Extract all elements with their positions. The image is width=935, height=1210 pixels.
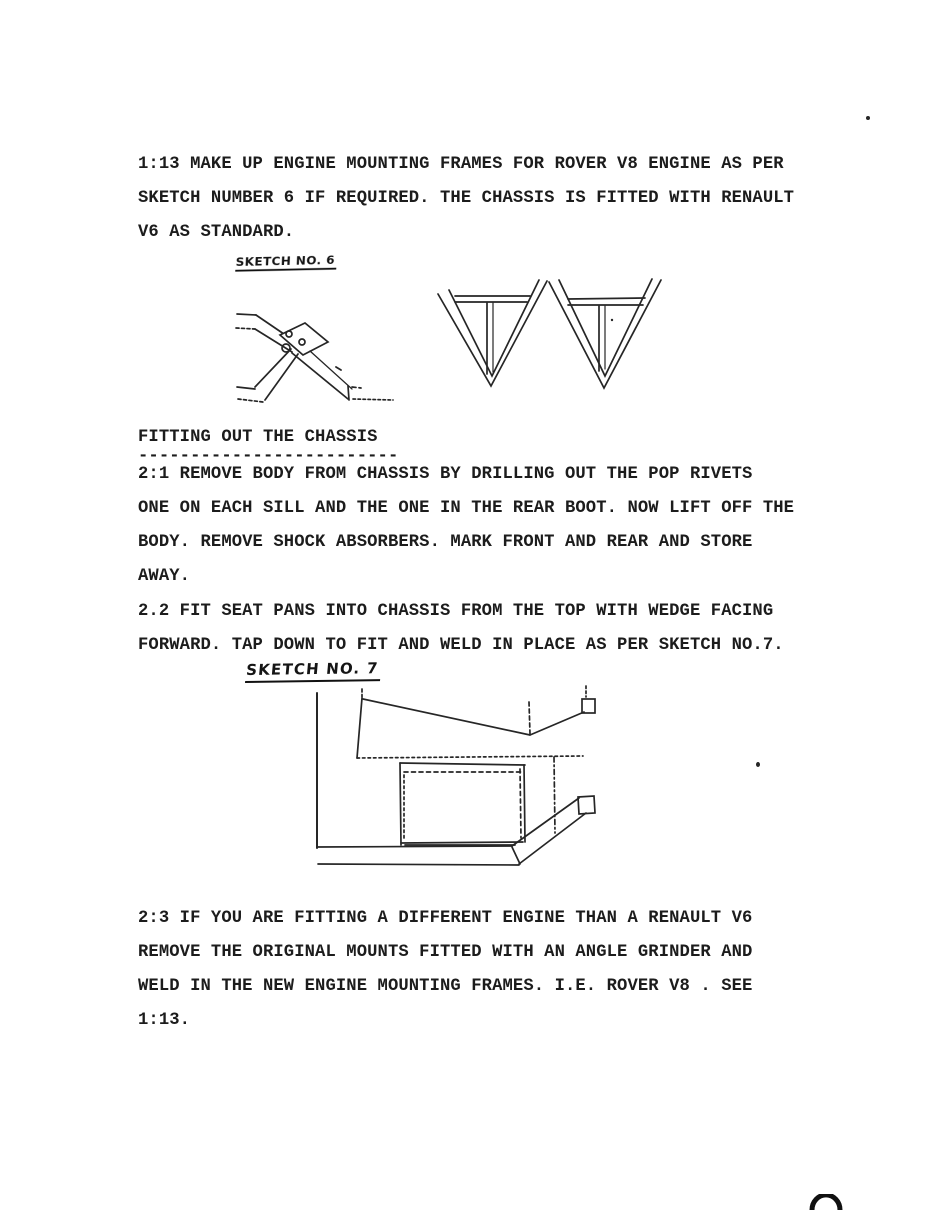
- paragraph-1-13: 1:13 MAKE UP ENGINE MOUNTING FRAMES FOR ROVER V8 ENGINE AS PER SKETCH NUMBER 6 IF REQUIRED. THE CHASSIS IS FITTED WITH RENAULT V6 AS STANDARD.: [138, 155, 795, 242]
- section-heading-underline: -------------------------: [138, 447, 399, 466]
- v-frames-drawing: [438, 279, 661, 388]
- partial-page-number: [808, 1194, 848, 1210]
- scan-speck: [866, 116, 870, 120]
- paragraph-2-1: 2:1 REMOVE BODY FROM CHASSIS BY DRILLING OUT THE POP RIVETS ONE ON EACH SILL AND THE ONE IN THE REAR BOOT. NOW LIFT OFF THE BODY. REMOVE SHOCK ABSORBERS. MARK FRONT AND REAR AND STORE AWAY.: [138, 465, 795, 586]
- section-heading: FITTING OUT THE CHASSIS: [138, 428, 378, 447]
- sketch-6-figure: [225, 272, 675, 407]
- paragraph-2-3: 2:3 IF YOU ARE FITTING A DIFFERENT ENGINE THAN A RENAULT V6 REMOVE THE ORIGINAL MOUNTS FITTED WITH AN ANGLE GRINDER AND WELD IN THE NEW ENGINE MOUNTING FRAMES. I.E. ROVER V8 . SEE 1:13.: [138, 909, 753, 1030]
- paragraph-2-2: 2.2 FIT SEAT PANS INTO CHASSIS FROM THE TOP WITH WEDGE FACING FORWARD. TAP DOWN TO FIT AND WELD IN PLACE AS PER SKETCH NO.7.: [138, 602, 784, 655]
- bracket-drawing: [236, 314, 393, 402]
- sketch-7-figure: [310, 685, 610, 875]
- sketch-6-label: SKETCH NO. 6: [235, 254, 337, 272]
- scan-speck: [756, 762, 760, 767]
- seat-pan-drawing: [317, 686, 595, 865]
- sketch-7-label: SKETCH NO. 7: [245, 659, 382, 683]
